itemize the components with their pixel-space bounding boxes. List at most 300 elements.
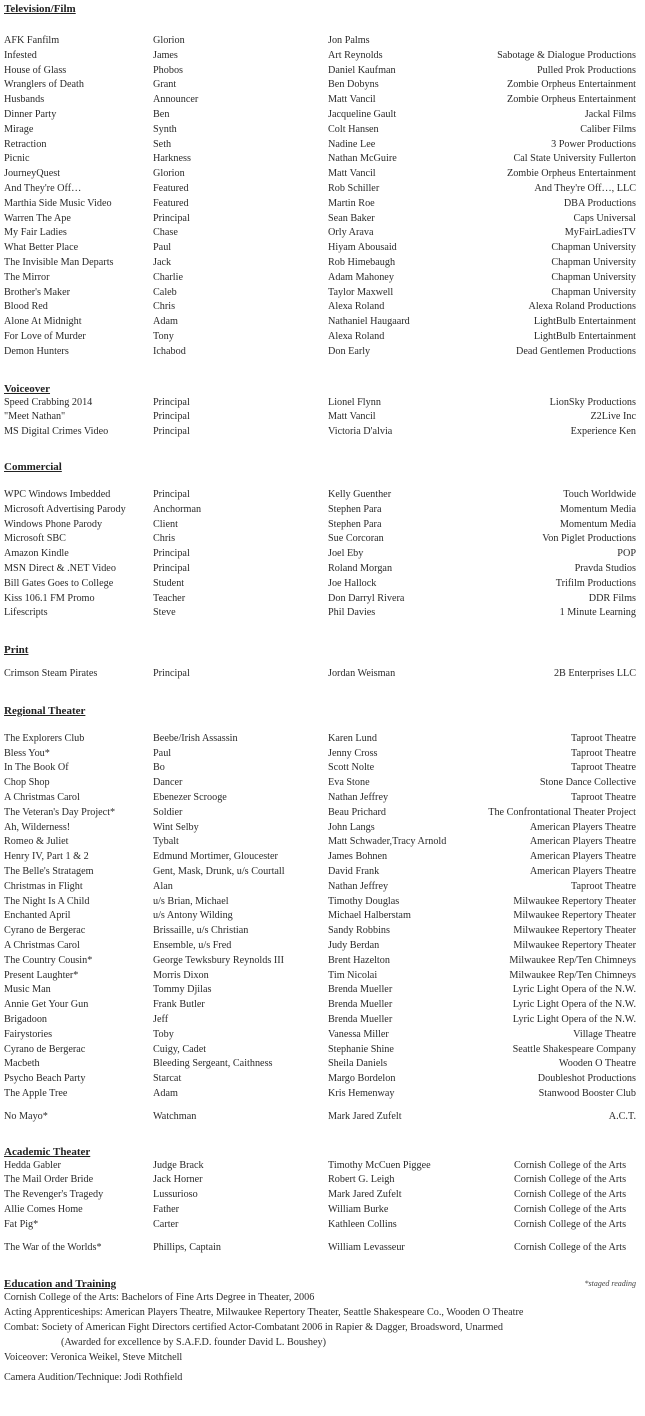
credit-row — [4, 1159, 636, 1174]
credit-row — [4, 939, 636, 954]
credit-company: Trifilm Productions — [555, 577, 636, 589]
credit-title: Amazon Kindle — [4, 548, 69, 560]
credit-row — [4, 241, 636, 256]
credit-company: Jackal Films — [584, 108, 636, 120]
credit-role: Chase — [153, 227, 178, 239]
credit-company: Cornish College of the Arts — [514, 1189, 627, 1201]
credit-row — [4, 396, 636, 411]
credit-director: Sandy Robbins — [328, 925, 390, 937]
credit-title: Brother's Maker — [4, 286, 71, 298]
credit-role: Frank Butler — [153, 999, 205, 1011]
credit-title: Kiss 106.1 FM Promo — [4, 592, 95, 604]
credit-role: Chris — [153, 301, 176, 313]
credits-list — [4, 1110, 636, 1125]
credit-director: Timothy Douglas — [328, 895, 400, 907]
credit-title: Windows Phone Parody — [4, 518, 103, 530]
credit-role: Ensemble, u/s Fred — [153, 940, 232, 952]
credit-director: Judy Berdan — [328, 940, 380, 952]
credit-company: Cornish College of the Arts — [514, 1204, 627, 1215]
credit-title: The Country Cousin* — [4, 954, 93, 966]
credit-row — [4, 425, 636, 440]
credit-role: Principal — [153, 488, 190, 500]
credit-title: Blood Red — [4, 301, 48, 313]
credit-title: Wranglers of Death — [4, 79, 84, 91]
credit-role: Judge Brack — [153, 1159, 204, 1171]
credit-row — [4, 835, 636, 850]
credit-row — [4, 969, 636, 984]
credit-director: Matt Vancil — [328, 411, 376, 423]
credit-row — [4, 64, 636, 79]
credit-director: Matt Schwader,Tracy Arnold — [328, 836, 447, 848]
section-education — [4, 1277, 636, 1386]
credit-role: Featured — [153, 182, 189, 194]
credit-role: Phobos — [153, 64, 184, 76]
credit-title: MSN Direct & .NET Video — [4, 562, 116, 574]
credit-company: Pulled Prok Productions — [536, 64, 636, 76]
credit-director: Sue Corcoran — [328, 533, 384, 545]
section-voiceover — [4, 382, 636, 440]
credit-title: Bless You* — [4, 747, 50, 759]
credit-role: Ichabod — [153, 345, 186, 357]
credit-role: Cuigy, Cadet — [153, 1043, 207, 1055]
credit-title: AFK Fanfilm — [4, 35, 60, 46]
credit-director: Jacqueline Gault — [328, 108, 397, 120]
credit-company: Milwaukee Repertory Theater — [513, 910, 636, 922]
credit-director: Ben Dobyns — [328, 79, 379, 91]
credit-role: Lussurioso — [153, 1189, 198, 1201]
credit-role: Starcat — [153, 1073, 182, 1085]
credit-row — [4, 547, 636, 562]
credit-row — [4, 895, 636, 910]
credit-role: Principal — [153, 212, 190, 224]
credit-director: Stephen Para — [328, 503, 382, 515]
credits-list — [4, 667, 636, 682]
credit-title: Music Man — [4, 984, 51, 996]
credit-title: Warren The Ape — [4, 212, 71, 224]
credit-row — [4, 182, 636, 197]
credit-row — [4, 410, 636, 425]
credit-director: Nathan Jeffrey — [328, 880, 389, 892]
credit-row — [4, 212, 636, 227]
credit-row — [4, 49, 636, 64]
credit-company: Z2Live Inc — [590, 411, 636, 423]
credit-director: Sean Baker — [328, 212, 375, 224]
credit-title: Henry IV, Part 1 & 2 — [4, 851, 89, 863]
staged-reading-note: *staged reading — [584, 1279, 636, 1289]
credit-row — [4, 606, 636, 621]
credit-role: Featured — [153, 197, 189, 209]
credit-company: Sabotage & Dialogue Productions — [497, 49, 636, 61]
credit-role: Principal — [153, 562, 190, 574]
credit-row — [4, 880, 636, 895]
credit-role: u/s Antony Wilding — [153, 910, 233, 922]
credit-role: Ebenezer Scrooge — [153, 792, 227, 804]
credit-role: Bleeding Sergeant, Caithness — [153, 1058, 273, 1070]
credit-director: Brenda Mueller — [328, 984, 393, 996]
credit-title: My Fair Ladies — [4, 227, 67, 239]
credit-role: Tommy Djilas — [153, 984, 212, 996]
credit-row — [4, 532, 636, 547]
credit-title: A Christmas Carol — [4, 792, 80, 804]
credit-director: John Langs — [328, 821, 375, 833]
credit-row — [4, 998, 636, 1013]
credit-title: Picnic — [4, 153, 30, 165]
credit-row — [4, 747, 636, 762]
credit-director: Brent Hazelton — [328, 954, 390, 966]
credit-title: Dinner Party — [4, 108, 57, 120]
credit-title: Enchanted April — [4, 910, 71, 922]
credit-role: Teacher — [153, 592, 186, 604]
credit-director: Colt Hansen — [328, 123, 379, 135]
credit-role: Bo — [153, 762, 165, 774]
credit-role: Ben — [153, 108, 170, 120]
credit-director: Hiyam Abousaid — [328, 242, 397, 254]
credit-director: Brenda Mueller — [328, 999, 393, 1011]
credit-title: Mirage — [4, 123, 34, 135]
credit-row — [4, 1203, 636, 1218]
credit-director: Jon Palms — [328, 35, 370, 46]
credit-title: Retraction — [4, 138, 47, 150]
credit-company: Lyric Light Opera of the N.W. — [512, 984, 636, 996]
credit-director: Matt Vancil — [328, 168, 376, 180]
credit-title: The Night Is A Child — [4, 895, 90, 907]
credit-role: Grant — [153, 79, 177, 91]
credit-row — [4, 577, 636, 592]
credit-role: Edmund Mortimer, Gloucester — [153, 851, 278, 863]
credit-company: 3 Power Productions — [551, 138, 636, 150]
section-heading: Regional Theater — [4, 704, 86, 717]
credit-role: Principal — [153, 411, 190, 423]
credit-row — [4, 776, 636, 791]
credit-director: Karen Lund — [328, 732, 377, 744]
credit-company: Cornish College of the Arts — [514, 1174, 627, 1186]
credit-role: Announcer — [153, 94, 199, 106]
credit-row — [4, 167, 636, 182]
credit-director: Mark Jared Zufelt — [328, 1110, 402, 1122]
credit-company: Von Piglet Productions — [542, 533, 636, 545]
credit-role: Alan — [153, 880, 173, 892]
credit-company: Cornish College of the Arts — [514, 1159, 627, 1171]
credit-role: Adam — [153, 1088, 178, 1100]
credit-title: The Mirror — [4, 271, 50, 283]
credit-row — [4, 1218, 636, 1233]
credit-role: Steve — [153, 607, 176, 619]
credit-company: American Players Theatre — [529, 836, 636, 848]
credit-company: Seattle Shakespeare Company — [512, 1043, 636, 1055]
credit-director: Nathaniel Haugaard — [328, 316, 410, 328]
credit-company: Milwaukee Repertory Theater — [513, 895, 636, 907]
credit-company: Chapman University — [551, 286, 636, 298]
credit-role: Chris — [153, 533, 176, 545]
credit-row — [4, 123, 636, 138]
credit-company: Milwaukee Rep/Ten Chimneys — [509, 954, 636, 966]
credit-company: A.C.T. — [608, 1110, 636, 1122]
credit-company: Caliber Films — [580, 123, 636, 135]
credit-director: Phil Davies — [328, 607, 376, 619]
credit-director: Daniel Kaufman — [328, 64, 396, 76]
credit-row — [4, 983, 636, 998]
credit-title: Husbands — [4, 94, 45, 106]
credit-title: The War of the Worlds* — [4, 1241, 102, 1253]
credit-director: Kris Hemenway — [328, 1088, 395, 1100]
education-line: Cornish College of the Arts: Bachelors of Fine Arts Degree in Theater, 2006 — [4, 1292, 315, 1304]
credit-company: Chapman University — [551, 271, 636, 283]
credit-row — [4, 850, 636, 865]
credit-role: Glorion — [153, 35, 185, 46]
credit-row — [4, 256, 636, 271]
credit-company: Experience Ken — [570, 426, 636, 438]
credit-director: Margo Bordelon — [328, 1073, 396, 1085]
credit-title: A Christmas Carol — [4, 940, 80, 952]
credit-company: American Players Theatre — [529, 821, 636, 833]
credit-director: Eva Stone — [328, 777, 370, 789]
credit-director: Jenny Cross — [328, 747, 378, 759]
credit-company: Caps Universal — [573, 212, 636, 224]
section-heading: Print — [4, 644, 29, 657]
credit-company: Stanwood Booster Club — [538, 1088, 636, 1100]
credit-role: Gent, Mask, Drunk, u/s Courtall — [153, 866, 285, 878]
credit-row — [4, 345, 636, 360]
credit-company: Cal State University Fullerton — [513, 153, 636, 165]
credit-row — [4, 1241, 636, 1256]
credit-title: The Veteran's Day Project* — [4, 806, 116, 818]
credit-role: Harkness — [153, 153, 191, 165]
credit-role: Brissaille, u/s Christian — [153, 925, 249, 937]
credit-title: Demon Hunters — [4, 345, 69, 357]
credit-role: Student — [153, 577, 185, 589]
section-heading: Voiceover — [4, 382, 51, 395]
credit-role: u/s Brian, Michael — [153, 895, 229, 907]
credit-company: Chapman University — [551, 256, 636, 268]
credit-role: Charlie — [153, 271, 183, 283]
credit-title: Christmas in Flight — [4, 880, 83, 892]
credit-title: Bill Gates Goes to College — [4, 577, 114, 589]
credit-company: Pravda Studios — [574, 562, 636, 574]
credit-row — [4, 1110, 636, 1125]
credit-company: LightBulb Entertainment — [533, 316, 636, 328]
credit-row — [4, 78, 636, 93]
credit-row — [4, 732, 636, 747]
credit-director: Lionel Flynn — [328, 396, 381, 408]
credit-company: Chapman University — [551, 242, 636, 254]
credit-company: LionSky Productions — [549, 396, 636, 408]
credit-row — [4, 197, 636, 212]
credit-director: Vanessa Miller — [328, 1028, 389, 1040]
credit-role: Adam — [153, 316, 178, 328]
credit-title: Psycho Beach Party — [4, 1073, 86, 1085]
credit-row — [4, 924, 636, 939]
credit-director: David Frank — [328, 866, 380, 878]
credit-row — [4, 821, 636, 836]
section-commercial — [4, 460, 636, 621]
credit-company: Milwaukee Repertory Theater — [513, 940, 636, 952]
credit-company: Dead Gentlemen Productions — [516, 345, 636, 357]
credit-director: Timothy McCuen Piggee — [328, 1159, 431, 1171]
credit-director: Michael Halberstam — [328, 910, 411, 922]
credit-title: MS Digital Crimes Video — [4, 426, 109, 438]
credit-company: Village Theatre — [573, 1028, 636, 1040]
credit-director: Victoria D'alvia — [328, 426, 393, 438]
credit-role: Seth — [153, 138, 172, 150]
credit-director: William Burke — [328, 1204, 389, 1215]
credit-company: American Players Theatre — [529, 866, 636, 878]
credit-director: Kathleen Collins — [328, 1218, 397, 1230]
credit-row — [4, 667, 636, 682]
credits-list — [4, 488, 636, 621]
credit-director: Brenda Mueller — [328, 1014, 393, 1026]
credit-director: Stephanie Shine — [328, 1043, 394, 1055]
credit-company: MyFairLadiesTV — [564, 227, 636, 239]
credit-row — [4, 271, 636, 286]
credit-row — [4, 93, 636, 108]
credit-role: Toby — [153, 1028, 174, 1040]
credit-row — [4, 300, 636, 315]
credit-company: American Players Theatre — [529, 851, 636, 863]
credit-director: Taylor Maxwell — [328, 286, 394, 298]
credit-director: James Bohnen — [328, 851, 388, 863]
credit-row — [4, 138, 636, 153]
credit-title: Cyrano de Bergerac — [4, 1043, 86, 1055]
credit-row — [4, 1173, 636, 1188]
credit-title: Infested — [4, 49, 37, 61]
section-television-film — [4, 2, 636, 360]
credit-role: Phillips, Captain — [153, 1241, 221, 1253]
section-regional-theater — [4, 704, 636, 1125]
credit-row — [4, 1043, 636, 1058]
credit-role: Dancer — [153, 777, 183, 789]
credit-company: Touch Worldwide — [563, 488, 636, 500]
credit-title: Chop Shop — [4, 777, 50, 789]
credit-title: The Belle's Stratagem — [4, 866, 94, 878]
credit-title: Annie Get Your Gun — [4, 999, 89, 1011]
credit-role: Anchorman — [153, 503, 202, 515]
credit-director: Nathan McGuire — [328, 153, 397, 165]
credit-role: Glorion — [153, 168, 185, 180]
credit-company: Alexa Roland Productions — [528, 301, 636, 313]
credit-title: In The Book Of — [4, 762, 69, 774]
education-line: Voiceover: Veronica Weikel, Steve Mitchell — [4, 1351, 183, 1363]
credits-list — [4, 34, 636, 360]
credit-company: Zombie Orpheus Entertainment — [506, 79, 636, 91]
credit-role: Morris Dixon — [153, 969, 209, 981]
credit-role: Watchman — [153, 1110, 197, 1122]
credit-role: Synth — [153, 123, 177, 135]
credit-role: Principal — [153, 396, 190, 408]
credit-company: DBA Productions — [563, 197, 636, 209]
credit-director: Jordan Weisman — [328, 668, 396, 680]
credit-row — [4, 562, 636, 577]
section-academic-theater — [4, 1145, 636, 1256]
credit-company: Zombie Orpheus Entertainment — [506, 168, 636, 180]
credit-row — [4, 1188, 636, 1203]
credit-company: Wooden O Theatre — [558, 1058, 636, 1070]
credit-role: Paul — [153, 242, 172, 254]
credit-row — [4, 1013, 636, 1028]
credit-company: Stone Dance Collective — [539, 777, 636, 789]
credit-title: Brigadoon — [4, 1014, 48, 1026]
credit-title: Crimson Steam Pirates — [4, 668, 98, 680]
credit-role: Principal — [153, 426, 190, 438]
credit-company: 2B Enterprises LLC — [553, 668, 636, 680]
education-line: Camera Audition/Technique: Jodi Rothfield — [4, 1372, 183, 1384]
credits-list — [4, 1241, 636, 1256]
credit-company: Doubleshot Productions — [537, 1073, 636, 1085]
credit-company: Zombie Orpheus Entertainment — [506, 94, 636, 106]
credit-role: James — [153, 49, 178, 61]
credit-row — [4, 1057, 636, 1072]
credit-title: Allie Comes Home — [4, 1204, 83, 1215]
credit-company: Taproot Theatre — [570, 880, 636, 892]
credits-list — [4, 396, 636, 440]
credit-row — [4, 909, 636, 924]
credit-company: Lyric Light Opera of the N.W. — [512, 999, 636, 1011]
credit-title: And They're Off… — [4, 182, 82, 194]
credit-director: Alexa Roland — [328, 330, 385, 342]
credit-director: Rob Himebaugh — [328, 256, 396, 268]
credit-director: Nadine Lee — [328, 138, 376, 150]
credit-title: Present Laughter* — [4, 969, 79, 981]
credit-row — [4, 488, 636, 503]
credit-role: Jack Horner — [153, 1174, 203, 1186]
credit-title: Lifescripts — [4, 607, 48, 619]
credit-director: Mark Jared Zufelt — [328, 1189, 402, 1201]
credit-director: Roland Morgan — [328, 562, 393, 574]
credit-company: Taproot Theatre — [570, 732, 636, 744]
credit-director: Rob Schiller — [328, 182, 380, 194]
credit-director: Don Early — [328, 345, 371, 357]
credit-title: "Meet Nathan" — [4, 411, 66, 423]
credit-director: Beau Prichard — [328, 806, 386, 818]
credit-company: POP — [617, 548, 636, 560]
credit-director: Sheila Daniels — [328, 1058, 388, 1070]
credit-company: The Confrontational Theater Project — [488, 806, 636, 818]
credit-title: The Invisible Man Departs — [4, 256, 114, 268]
credit-row — [4, 592, 636, 607]
credit-role: Paul — [153, 747, 172, 759]
credit-company: Taproot Theatre — [570, 762, 636, 774]
credit-title: Cyrano de Bergerac — [4, 925, 86, 937]
credit-role: Tony — [153, 330, 174, 342]
credit-row — [4, 286, 636, 301]
education-line: Acting Apprenticeships: American Players Theatre, Milwaukee Repertory Theater, Seattle Shakespeare Co., Wooden O Theatre — [4, 1307, 524, 1319]
credit-title: For Love of Murder — [4, 330, 86, 342]
credit-director: Scott Nolte — [328, 762, 375, 774]
credit-role: Carter — [153, 1218, 179, 1230]
credit-director: Martin Roe — [328, 197, 375, 209]
credit-row — [4, 503, 636, 518]
credit-company: Milwaukee Rep/Ten Chimneys — [509, 969, 636, 981]
credit-company: Cornish College of the Arts — [514, 1218, 627, 1230]
credit-director: Adam Mahoney — [328, 271, 394, 283]
section-heading: Education and Training — [4, 1278, 117, 1291]
credit-title: Alone At Midnight — [4, 316, 82, 328]
credit-director: William Levasseur — [328, 1241, 405, 1253]
credit-director: Art Reynolds — [328, 49, 383, 61]
credit-role: Jack — [153, 256, 172, 268]
credit-role: Principal — [153, 548, 190, 560]
credit-director: Matt Vancil — [328, 94, 376, 106]
credit-company: Lyric Light Opera of the N.W. — [512, 1014, 636, 1026]
section-heading: Commercial — [4, 460, 62, 473]
credit-row — [4, 315, 636, 330]
credit-row — [4, 865, 636, 880]
credit-role: George Tewksbury Reynolds III — [153, 954, 285, 966]
credit-title: Speed Crabbing 2014 — [4, 396, 93, 408]
credit-director: Joel Eby — [328, 548, 364, 560]
credit-title: The Explorers Club — [4, 732, 85, 744]
credit-row — [4, 791, 636, 806]
credit-title: Microsoft Advertising Parody — [4, 503, 126, 515]
